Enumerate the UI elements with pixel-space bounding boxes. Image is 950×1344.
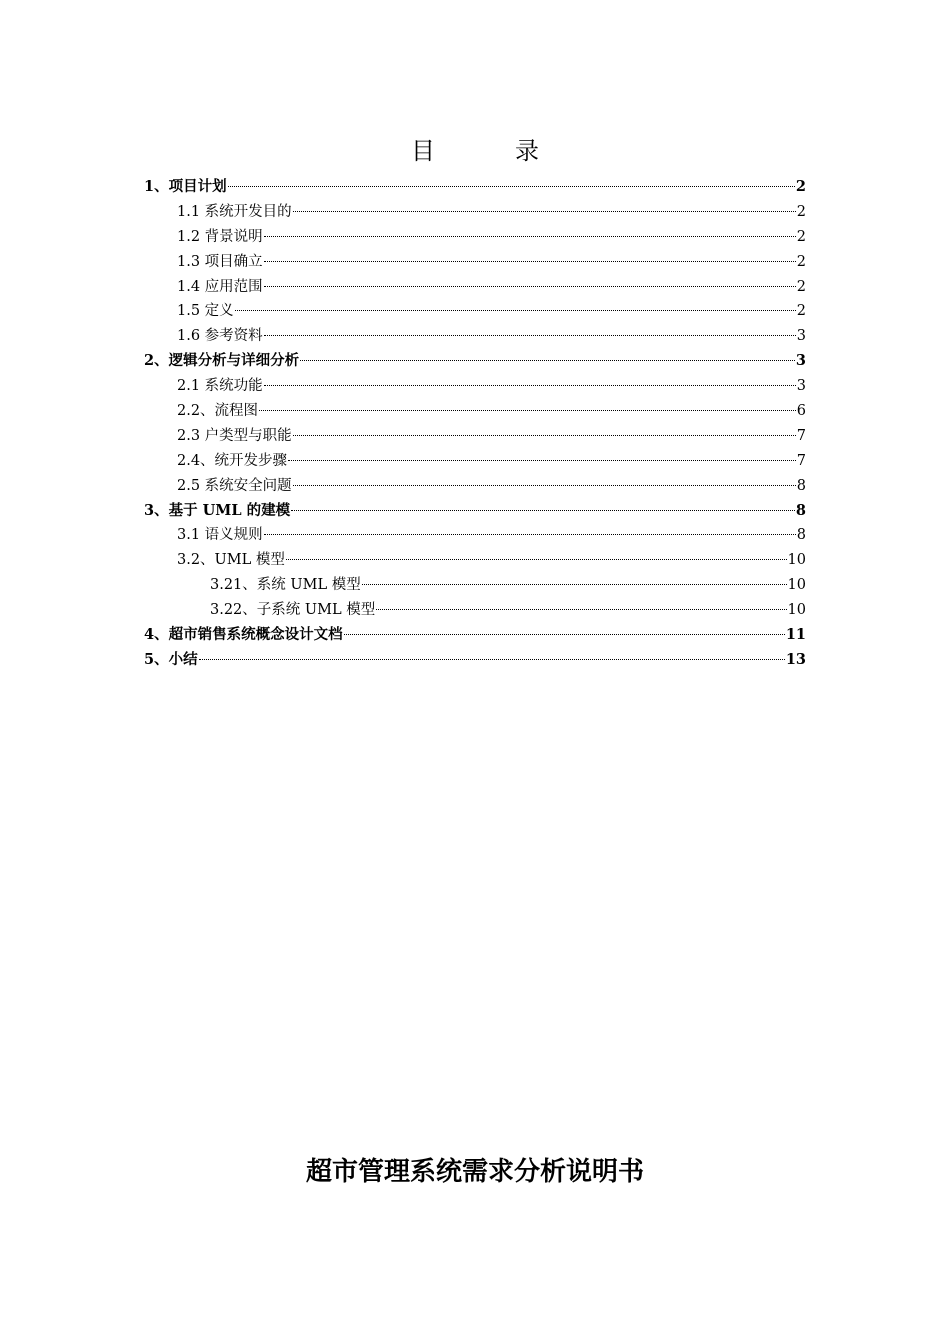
toc-entry-label: 2.4、统开发步骤 [177,452,288,469]
toc-dot-leader [293,435,796,436]
toc-entry-label: 1.1 系统开发目的 [177,203,292,220]
toc-entry-page-number: 2 [796,303,806,320]
toc-entry[interactable] [144,275,806,300]
toc-entry[interactable] [144,225,806,250]
table-of-contents [144,175,806,673]
toc-entry[interactable] [144,499,806,524]
toc-dot-leader [286,559,787,560]
toc-entry-page-number: 10 [787,552,806,569]
toc-entry-label: 3.1 语义规则 [177,527,263,544]
toc-entry[interactable] [144,548,806,573]
toc-entry[interactable] [144,474,806,499]
toc-entry-page-number: 8 [795,501,806,519]
toc-entry[interactable] [144,598,806,623]
toc-entry-page-number: 2 [796,253,806,270]
toc-dot-leader [344,634,785,635]
toc-entry[interactable] [144,523,806,548]
toc-entry-page-number: 13 [785,650,806,668]
toc-entry[interactable] [144,250,806,275]
toc-entry[interactable] [144,449,806,474]
toc-entry-page-number: 10 [787,602,806,619]
toc-entry[interactable] [144,424,806,449]
toc-entry[interactable] [144,299,806,324]
toc-entry-page-number: 7 [796,452,806,469]
toc-dot-leader [264,286,796,287]
document-title: 超市管理系统需求分析说明书 [305,1157,644,1187]
toc-entry[interactable] [144,573,806,598]
toc-entry-label: 3.21、系统 UML 模型 [210,577,361,594]
toc-dot-leader [264,385,796,386]
toc-entry-label: 1、项目计划 [144,178,227,195]
toc-entry-label: 5、小结 [144,650,198,668]
toc-entry[interactable] [144,374,806,399]
toc-entry-label: 1.4 应用范围 [177,278,263,295]
toc-entry-page-number: 7 [796,427,806,444]
toc-entry[interactable] [144,175,806,200]
toc-dot-leader [199,659,785,660]
toc-dot-leader [293,211,796,212]
toc-entry-label: 1.5 定义 [177,303,234,320]
toc-entry-label: 3.22、子系统 UML 模型 [210,602,376,619]
toc-dot-leader [235,310,796,311]
toc-dot-leader [376,609,786,610]
toc-entry-page-number: 3 [796,378,806,395]
toc-entry[interactable] [144,648,806,673]
toc-entry-page-number: 8 [796,527,806,544]
toc-entry-page-number: 2 [796,203,806,220]
toc-entry-label: 2.1 系统功能 [177,378,263,395]
toc-entry-label: 2.3 户类型与职能 [177,427,292,444]
toc-entry-page-number: 6 [796,403,806,420]
toc-entry-page-number: 11 [785,626,806,644]
toc-entry[interactable] [144,324,806,349]
toc-entry-page-number: 3 [795,352,806,370]
toc-dot-leader [228,186,795,187]
toc-heading: 目 录 [411,137,567,165]
toc-dot-leader [259,410,796,411]
toc-entry-label: 2、逻辑分析与详细分析 [144,352,300,370]
toc-entry-page-number: 2 [796,278,806,295]
toc-dot-leader [293,485,796,486]
toc-entry-label: 3、基于 UML 的建模 [144,501,291,519]
toc-entry-page-number: 10 [787,577,806,594]
toc-entry-label: 1.3 项目确立 [177,253,263,270]
toc-entry-page-number: 3 [796,328,806,345]
toc-entry-page-number: 2 [796,228,806,245]
toc-dot-leader [264,236,796,237]
toc-entry-label: 4、超市销售系统概念设计文档 [144,626,343,644]
toc-dot-leader [264,261,796,262]
toc-entry-label: 2.2、流程图 [177,403,259,420]
toc-dot-leader [264,335,796,336]
toc-entry-page-number: 8 [796,477,806,494]
toc-entry-label: 2.5 系统安全问题 [177,477,292,494]
toc-dot-leader [300,360,795,361]
toc-entry[interactable] [144,349,806,374]
toc-entry-label: 1.2 背景说明 [177,228,263,245]
toc-entry-label: 3.2、UML 模型 [177,552,285,569]
toc-dot-leader [291,510,795,511]
toc-entry-page-number: 2 [795,178,806,195]
toc-dot-leader [264,534,796,535]
toc-entry[interactable] [144,399,806,424]
toc-dot-leader [362,584,787,585]
toc-dot-leader [288,460,796,461]
toc-entry[interactable] [144,200,806,225]
toc-entry[interactable] [144,623,806,648]
toc-entry-label: 1.6 参考资料 [177,328,263,345]
